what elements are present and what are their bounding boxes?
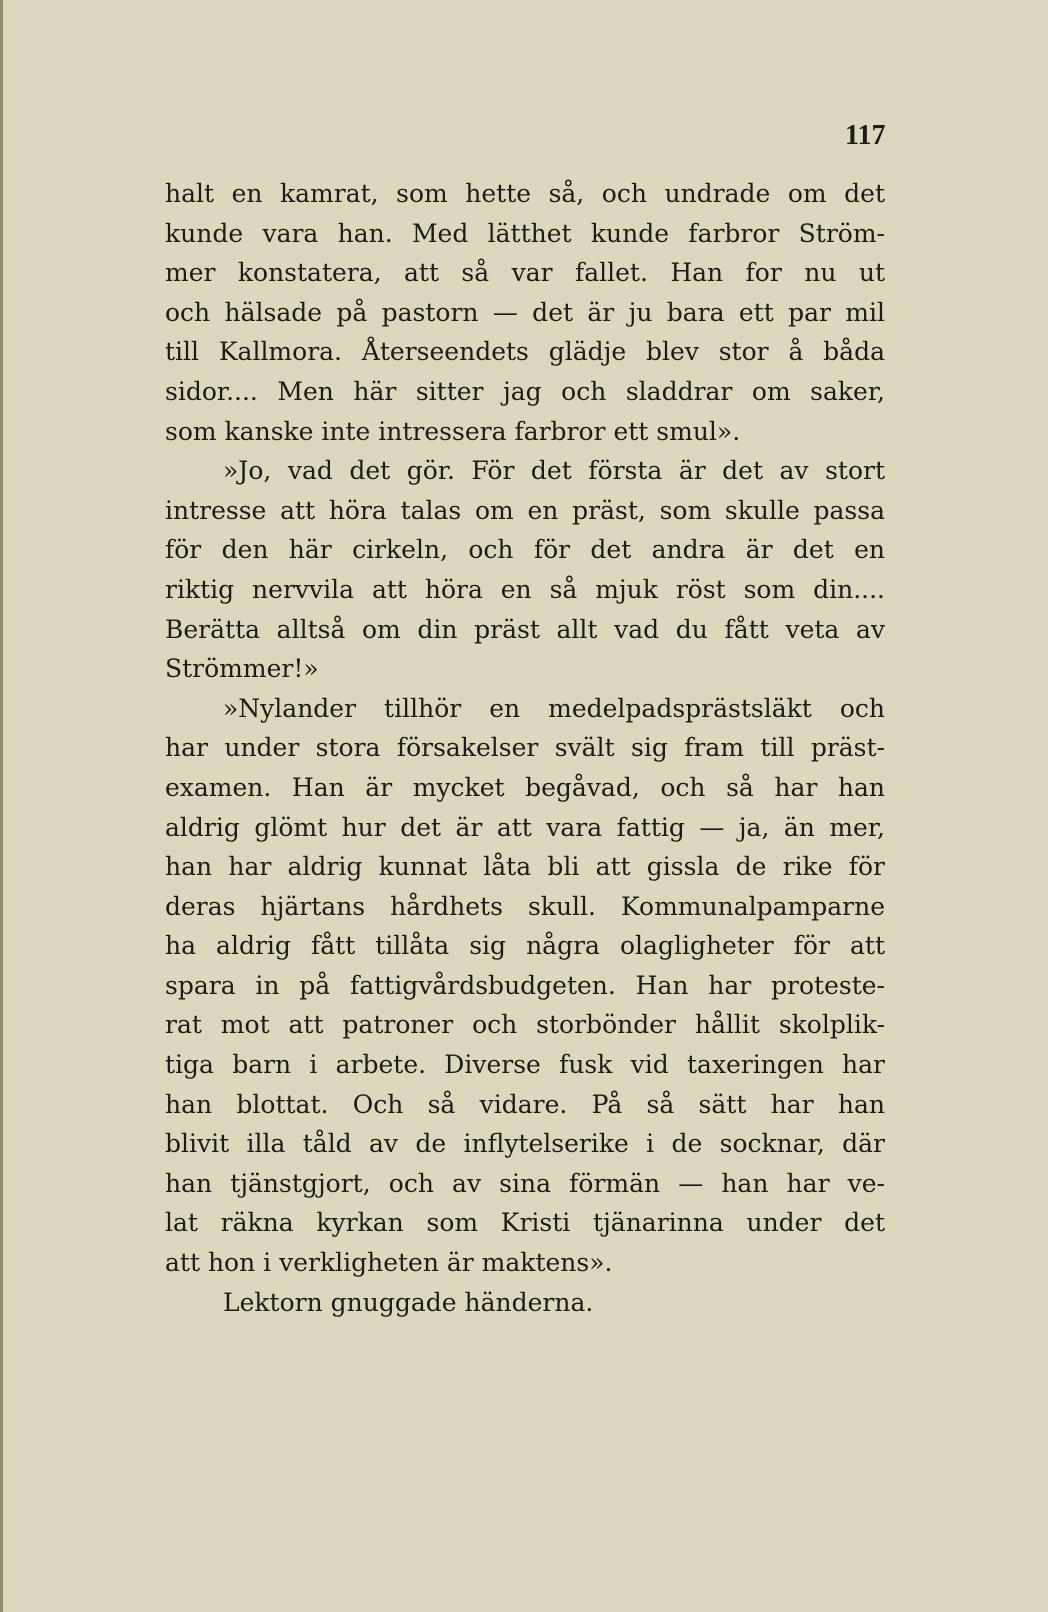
text-line: »Jo, vad det gör. För det första är det av stort: [223, 456, 885, 486]
body-text: [165, 174, 885, 1322]
text-line: intresse att höra talas om en präst, som skulle passa: [165, 495, 885, 525]
text-line: Lektorn gnuggade händerna.: [223, 1287, 594, 1317]
text-line: han blottat. Och så vidare. På så sätt har han: [165, 1089, 885, 1119]
page-number: 117: [845, 120, 886, 151]
text-line: »Nylander tillhör en medelpadsprästsläkt och: [223, 693, 885, 723]
text-line: tiga barn i arbete. Diverse fusk vid taxeringen har: [165, 1050, 885, 1080]
text-line: blivit illa tåld av de inflytelserike i de socknar, där: [165, 1129, 885, 1159]
text-line: och hälsade på pastorn — det är ju bara ett par mil: [165, 297, 885, 327]
text-line: halt en kamrat, som hette så, och undrade om det: [165, 179, 885, 208]
text-line: deras hjärtans hårdhets skull. Kommunalpamparne: [165, 891, 885, 921]
text-line: han tjänstgjort, och av sina förmän — han har ve-: [165, 1168, 885, 1198]
text-line: som kanske inte intressera farbror ett smul».: [165, 416, 741, 446]
text-line: sidor.... Men här sitter jag och sladdrar om saker,: [165, 376, 885, 406]
text-line: rat mot att patroner och storbönder hållit skolplik-: [165, 1010, 885, 1040]
text-line: Strömmer!»: [165, 654, 319, 684]
text-line: Berätta alltså om din präst allt vad du fått veta av: [165, 614, 885, 644]
text-line: har under stora försakelser svält sig fram till präst-: [165, 733, 885, 763]
text-line: ha aldrig fått tillåta sig några olagligheter för att: [165, 931, 885, 961]
text-line: han har aldrig kunnat låta bli att gissla de rike för: [165, 852, 885, 882]
text-line: till Kallmora. Återseendets glädje blev stor å båda: [165, 337, 885, 367]
text-line: att hon i verkligheten är maktens».: [165, 1248, 613, 1278]
text-line: mer konstatera, att så var fallet. Han for nu ut: [165, 258, 885, 288]
text-line: lat räkna kyrkan som Kristi tjänarinna under det: [165, 1208, 885, 1238]
text-line: examen. Han är mycket begåvad, och så har han: [165, 772, 885, 802]
text-line: för den här cirkeln, och för det andra är det en: [165, 535, 885, 565]
text-line: spara in på fattigvårdsbudgeten. Han har proteste-: [165, 970, 885, 1000]
text-line: kunde vara han. Med lätthet kunde farbror Ström-: [165, 218, 885, 248]
text-line: aldrig glömt hur det är att vara fattig — ja, än mer,: [165, 812, 885, 842]
text-line: riktig nervvila att höra en så mjuk röst som din....: [165, 574, 885, 604]
